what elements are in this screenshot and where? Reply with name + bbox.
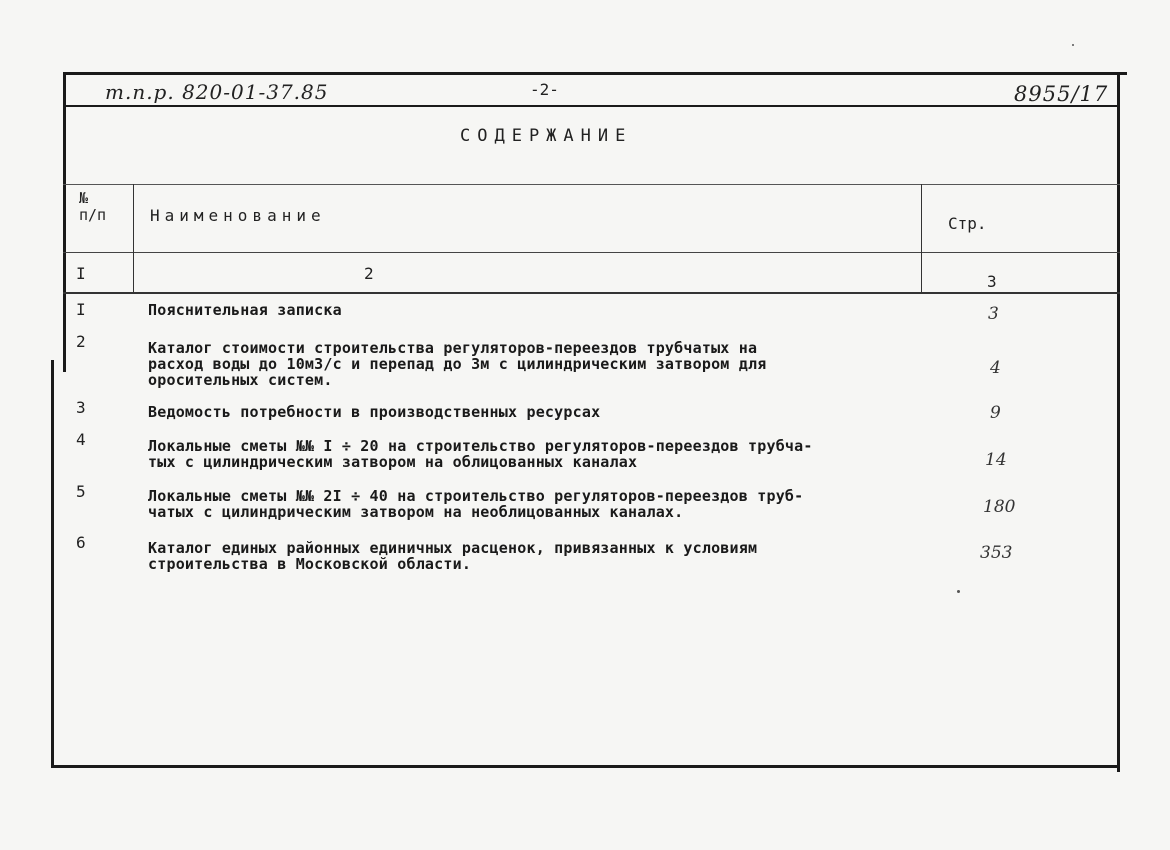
col-divider-2 [921,184,922,292]
header-bottom-line [63,252,1120,253]
row-3-line-1: Ведомость потребности в производственных ресурсах [148,403,601,421]
row-6-number: 6 [76,533,86,552]
row-4-text [148,438,908,470]
row-5-page: 180 [983,497,1016,517]
archive-number: 8955/17 [1014,82,1109,106]
row-4-line-2: тых с цилиндрическим затвором на облицованных каналах [148,453,638,471]
stamp-divider-line [63,105,1120,107]
row-6-text [148,540,908,572]
row-3-text [148,404,908,420]
header-number [79,190,106,224]
table-top-line [63,184,1120,185]
colnum-bottom-line [63,292,1120,294]
row-2-line-2: расход воды до 10м3/с и перепад до 3м с цилиндрическим затвором для [148,355,767,373]
header-name: Наименование [150,206,326,225]
header-page: Стр. [948,214,987,233]
row-2-line-3: оросительных систем. [148,371,333,389]
header-number-line2: п/п [79,206,107,224]
row-5-line-1: Локальные сметы №№ 2I ÷ 40 на строительство регуляторов-переездов труб- [148,487,804,505]
row-4-page: 14 [985,450,1007,470]
row-1-line-1: Пояснительная записка [148,301,342,319]
column-number-3: 3 [987,272,997,291]
row-1-text [148,302,908,318]
row-1-number: I [76,300,86,319]
row-6-line-1: Каталог единых районных единичных расценок, привязанных к условиям [148,539,758,557]
row-1-page: 3 [988,304,999,324]
frame-left-line-upper [63,72,66,372]
frame-bottom-line [51,765,1120,768]
row-6-page: 353 [980,543,1013,563]
col-divider-1 [133,184,134,292]
row-6-line-2: строительства в Московской области. [148,555,472,573]
header-number-line1: № [79,189,89,207]
frame-top-line [63,72,1127,75]
row-4-line-1: Локальные сметы №№ I ÷ 20 на строительство регуляторов-переездов трубча- [148,437,813,455]
row-3-number: 3 [76,398,86,417]
row-2-page: 4 [990,358,1001,378]
row-2-line-1: Каталог стоимости строительства регуляторов-переездов трубчатых на [148,339,758,357]
row-3-page: 9 [990,403,1001,423]
column-number-2: 2 [364,264,374,283]
scan-speck [957,590,960,593]
row-5-text [148,488,908,520]
row-5-line-2: чатых с цилиндрическим затвором на необлицованных каналах. [148,503,684,521]
column-number-1: I [76,264,86,283]
frame-right-line [1117,72,1120,772]
scan-speck [1072,44,1074,46]
frame-left-line-lower [51,360,54,765]
project-code: т.п.р. 820-01-37.85 [105,80,329,104]
row-2-text [148,340,908,388]
row-5-number: 5 [76,482,86,501]
page-title: СОДЕРЖАНИЕ [460,126,633,146]
row-2-number: 2 [76,332,86,351]
row-4-number: 4 [76,430,86,449]
page-marker: -2- [530,80,559,99]
